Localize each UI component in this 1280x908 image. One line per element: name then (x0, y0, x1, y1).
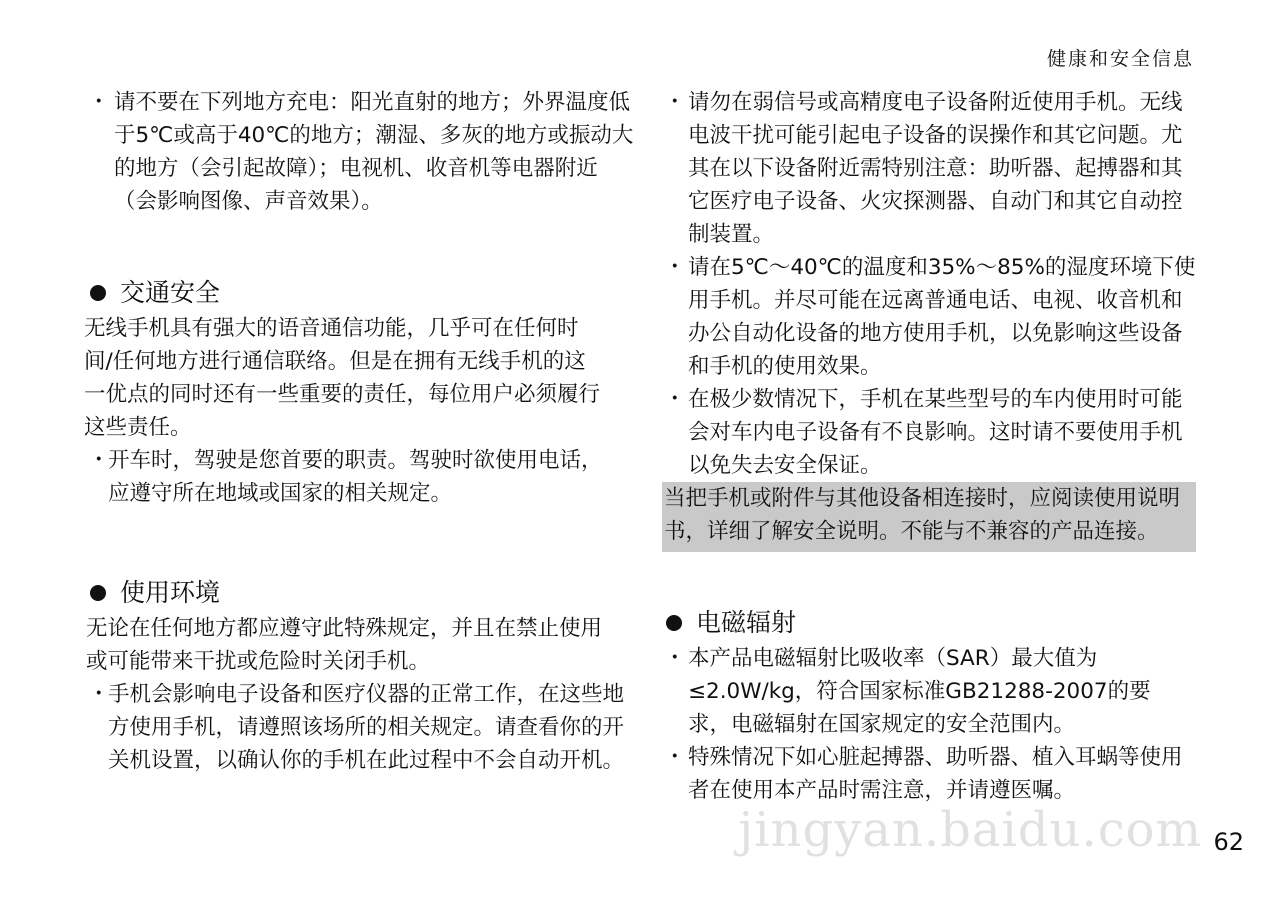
interference-bullet: ・ 请勿在弱信号或高精度电子设备附近使用手机。无线电波干扰可能引起电子设备的误操作和其它问题。尤其在以下设备附近需特别注意：助听器、起搏器和其它医疗电子设备、火灾探测器、自动门和其它自动控制装置。 (662, 86, 1198, 251)
bullet-dot-icon (90, 285, 106, 301)
traffic-intro: 无线手机具有强大的语音通信功能，几乎可在任何时间/任何地方进行通信联络。但是在拥有无线手机的这一优点的同时还有一些重要的责任，每位用户必须履行这些责任。 (84, 316, 601, 440)
traffic-bullet: ・ 开车时，驾驶是您首要的职责。驾驶时欲使用电话，应遵守所在地域或国家的相关规定。 (86, 444, 620, 510)
bullet-dot-icon (90, 585, 106, 601)
left-column (84, 86, 634, 777)
sar-bullet: ・ 本产品电磁辐射比吸收率（SAR）最大值为≤2.0W/kg，符合国家标准GB21288-2007的要求，电磁辐射在国家规定的安全范围内。 (662, 642, 1178, 741)
medical-device-bullet: ・ 特殊情况下如心脏起搏器、助听器、植入耳蜗等使用者在使用本产品时需注意，并请遵医嘱。 (662, 741, 1198, 807)
traffic-safety-title: 交通安全 (120, 278, 221, 307)
page-number: 62 (1213, 828, 1244, 856)
radiation-heading (662, 606, 1202, 640)
radiation-title: 电磁辐射 (696, 608, 797, 637)
page-header: 健康和安全信息 (1046, 48, 1194, 70)
environment-bullet: ・ 手机会影响电子设备和医疗仪器的正常工作，在这些地方使用手机，请遵照该场所的相关规定。请查看你的开关机设置，以确认你的手机在此过程中不会自动开机。 (86, 678, 628, 777)
connection-note: 当把手机或附件与其他设备相连接时，应阅读使用说明书，详细了解安全说明。不能与不兼容的产品连接。 (662, 482, 1196, 552)
vehicle-bullet: ・ 在极少数情况下，手机在某些型号的车内使用时可能会对车内电子设备有不良影响。这时请不要使用手机以免失去安全保证。 (662, 383, 1198, 482)
temperature-bullet: ・ 请在5℃～40℃的温度和35%～85%的湿度环境下使用手机。并尽可能在远离普通电话、电视、收音机和办公自动化设备的地方使用手机，以免影响这些设备和手机的使用效果。 (662, 251, 1198, 383)
charging-bullet: ・ 请不要在下列地方充电：阳光直射的地方；外界温度低于5℃或高于40℃的地方；潮湿、多灰的地方或振动大的地方（会引起故障）；电视机、收音机等电器附近（会影响图像、声音效果）。 (86, 86, 634, 218)
environment-intro: 无论在任何地方都应遵守此特殊规定，并且在禁止使用或可能带来干扰或危险时关闭手机。 (86, 616, 603, 674)
watermark: jingyan.baidu.com (738, 802, 1202, 858)
right-column (662, 86, 1202, 807)
traffic-safety-heading (86, 276, 626, 310)
environment-title: 使用环境 (120, 578, 221, 607)
environment-heading (86, 576, 626, 610)
bullet-dot-icon (666, 615, 682, 631)
